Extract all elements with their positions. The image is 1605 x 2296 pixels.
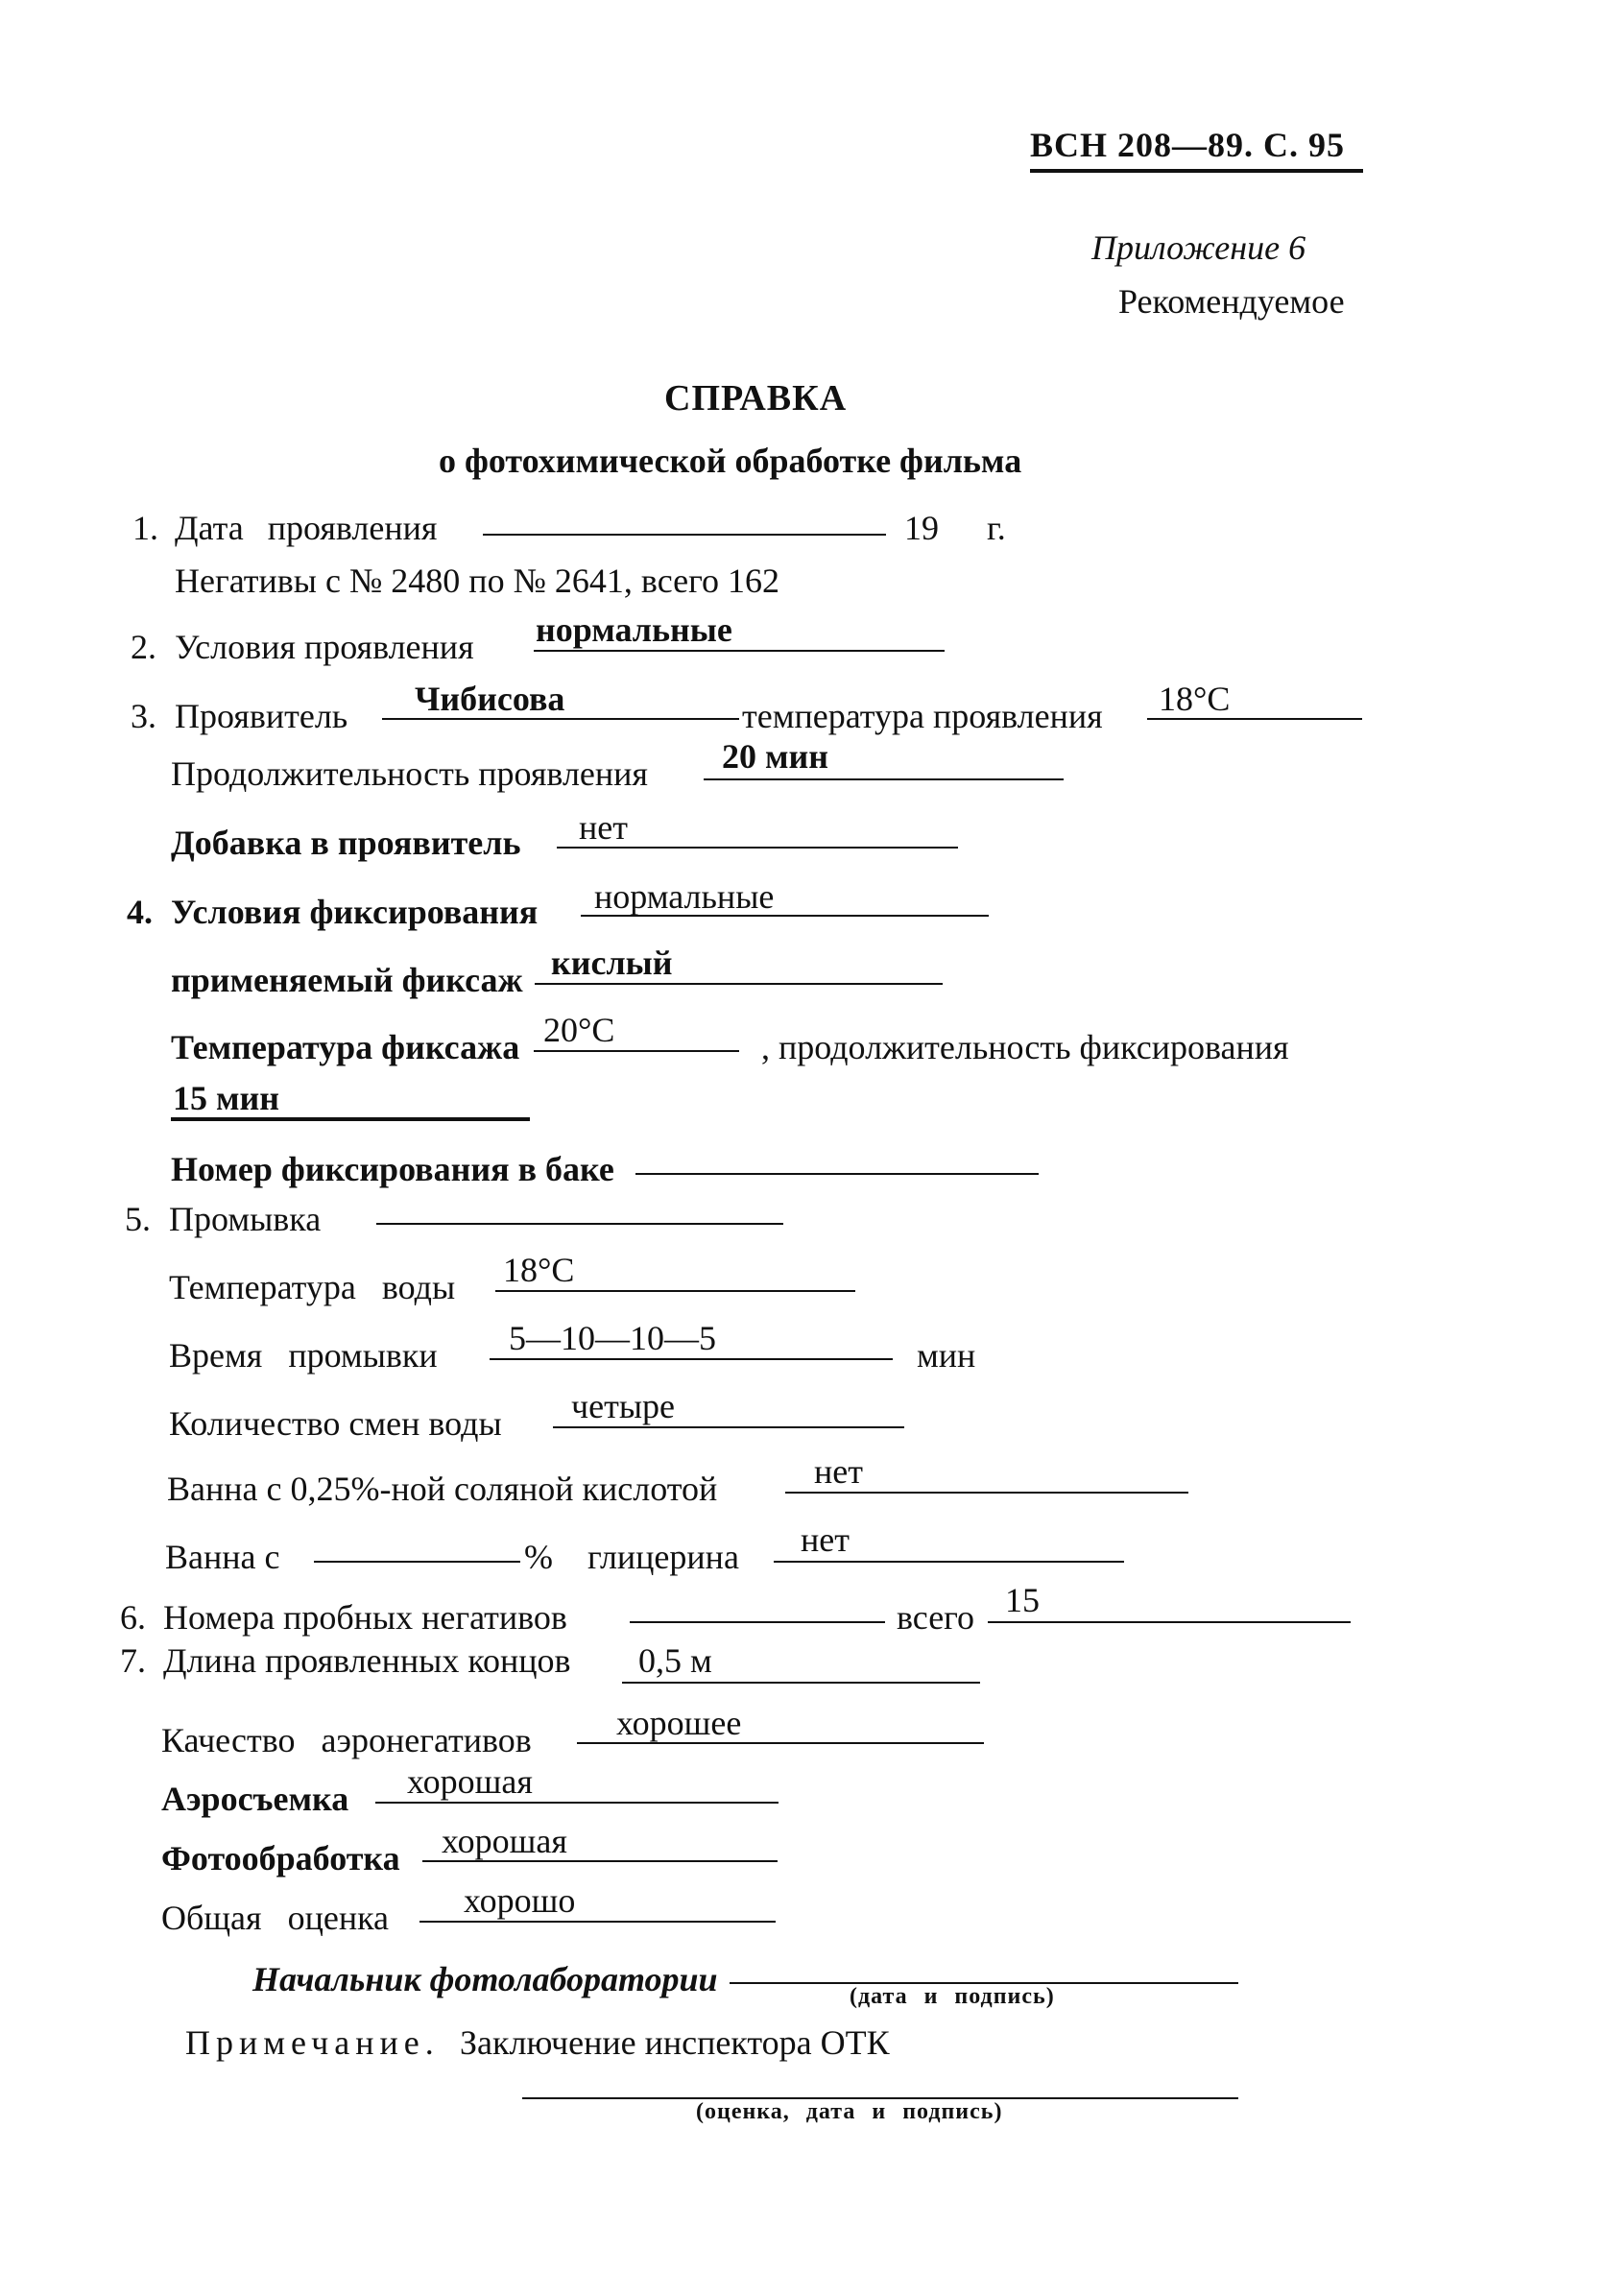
quality-line: [577, 1742, 984, 1744]
dev-duration-label: Продолжительность проявления: [171, 754, 648, 793]
fix-conditions-label: Условия фиксирования: [171, 893, 539, 931]
test-total-label: всего: [897, 1598, 975, 1637]
glycerin-percent-line: [314, 1561, 520, 1563]
item-number-2: 2.: [131, 628, 156, 666]
developer-value: Чибисова: [415, 680, 565, 718]
wash-time-unit: мин: [917, 1336, 976, 1375]
fix-conditions-value: нормальные: [594, 877, 775, 916]
recommended-label: Рекомендуемое: [1118, 282, 1345, 321]
water-changes-label: Количество смен воды: [169, 1404, 502, 1443]
fixer-label: применяемый фиксаж: [171, 961, 523, 999]
wash-label: Промывка: [169, 1200, 322, 1238]
glycerin-bath-prefix: Ванна с: [165, 1538, 280, 1576]
dev-conditions-line: [534, 650, 945, 652]
overall-rating-label: Общая оценка: [161, 1899, 390, 1937]
wash-time-line: [490, 1358, 893, 1360]
water-changes-line: [553, 1426, 904, 1428]
dev-conditions-label: Условия проявления: [175, 628, 474, 666]
photo-processing-label: Фотообработка: [161, 1839, 400, 1877]
dev-date-line: [483, 534, 886, 536]
quality-value: хорошее: [616, 1704, 742, 1742]
fixer-temp-value: 20°С: [543, 1011, 615, 1049]
glycerin-percent-sign: %: [524, 1538, 553, 1576]
fixer-temp-line: [534, 1050, 739, 1052]
leader-length-label: Длина проявленных концов: [163, 1641, 571, 1680]
appendix-label: Приложение 6: [1091, 228, 1306, 267]
negatives-line: Негативы с № 2480 по № 2641, всего 162: [175, 562, 779, 600]
item-number-6: 6.: [120, 1598, 146, 1637]
document-reference: ВСН 208—89. С. 95: [1030, 126, 1346, 164]
item-number-5: 5.: [125, 1200, 151, 1238]
dev-temp-value: 18°С: [1159, 680, 1231, 718]
test-total-line: [988, 1621, 1351, 1623]
water-temp-line: [495, 1290, 855, 1292]
fix-duration-line: [171, 1117, 530, 1121]
fix-duration-value: 15 мин: [173, 1079, 280, 1117]
glycerin-label: глицерина: [587, 1538, 739, 1576]
test-total-value: 15: [1005, 1581, 1040, 1619]
aerial-survey-line: [375, 1802, 779, 1804]
developer-label: Проявитель: [175, 697, 348, 735]
overall-rating-line: [419, 1921, 776, 1923]
note-text: Заключение инспектора ОТК: [460, 2023, 890, 2062]
hcl-bath-value: нет: [814, 1452, 863, 1491]
fixer-temp-label: Температура фиксажа: [171, 1028, 520, 1066]
dev-duration-line: [704, 778, 1064, 780]
glycerin-line: [774, 1561, 1124, 1563]
wash-line: [376, 1223, 783, 1225]
water-changes-value: четыре: [571, 1387, 675, 1425]
leader-length-value: 0,5 м: [638, 1641, 712, 1680]
item-number-7: 7.: [120, 1641, 146, 1680]
header-underline: [1030, 169, 1363, 173]
water-temp-value: 18°С: [503, 1251, 575, 1289]
additive-label: Добавка в проявитель: [171, 824, 521, 862]
fix-number-line: [635, 1173, 1039, 1175]
aerial-survey-value: хорошая: [407, 1762, 533, 1801]
additive-line: [557, 847, 958, 849]
test-negatives-line: [630, 1621, 885, 1623]
page-title: СПРАВКА: [664, 378, 848, 419]
leader-length-line: [622, 1682, 980, 1684]
photo-processing-line: [422, 1860, 778, 1862]
developer-line: [382, 718, 739, 720]
hcl-bath-label: Ванна с 0,25%-ной соляной кислотой: [167, 1470, 718, 1508]
photo-processing-value: хорошая: [442, 1822, 567, 1860]
fixer-value: кислый: [551, 944, 673, 982]
overall-rating-value: хорошо: [464, 1881, 576, 1920]
year-prefix: 19: [904, 509, 939, 547]
fixer-line: [535, 983, 943, 985]
water-temp-label: Температура воды: [169, 1268, 456, 1306]
additive-value: нет: [579, 808, 628, 847]
aerial-survey-label: Аэросъемка: [161, 1780, 349, 1818]
dev-temp-line: [1147, 718, 1362, 720]
evaluation-caption: (оценка, дата и подпись): [696, 2099, 1003, 2124]
fix-number-label: Номер фиксирования в баке: [171, 1150, 614, 1188]
chief-label: Начальник фотолаборатории: [252, 1960, 718, 1998]
dev-conditions-value: нормальные: [536, 610, 732, 649]
date-signature-caption: (дата и подпись): [850, 1984, 1055, 2009]
year-suffix: г.: [987, 509, 1006, 547]
note-word: Примечание.: [185, 2023, 440, 2062]
hcl-bath-line: [785, 1492, 1188, 1494]
item-number-1: 1.: [132, 509, 158, 547]
dev-date-label: Дата проявления: [175, 509, 438, 547]
wash-time-label: Время промывки: [169, 1336, 438, 1375]
quality-label: Качество аэронегативов: [161, 1721, 532, 1759]
wash-time-value: 5—10—10—5: [509, 1319, 716, 1357]
page-subtitle: о фотохимической обработке фильма: [439, 442, 1022, 480]
glycerin-value: нет: [801, 1520, 850, 1559]
fix-conditions-line: [581, 915, 989, 917]
dev-duration-value: 20 мин: [722, 737, 829, 776]
test-negatives-label: Номера пробных негативов: [163, 1598, 567, 1637]
fix-duration-label: , продолжительность фиксирования: [761, 1028, 1289, 1066]
item-number-4: 4.: [127, 893, 153, 931]
item-number-3: 3.: [131, 697, 156, 735]
dev-temp-label: температура проявления: [742, 697, 1103, 735]
